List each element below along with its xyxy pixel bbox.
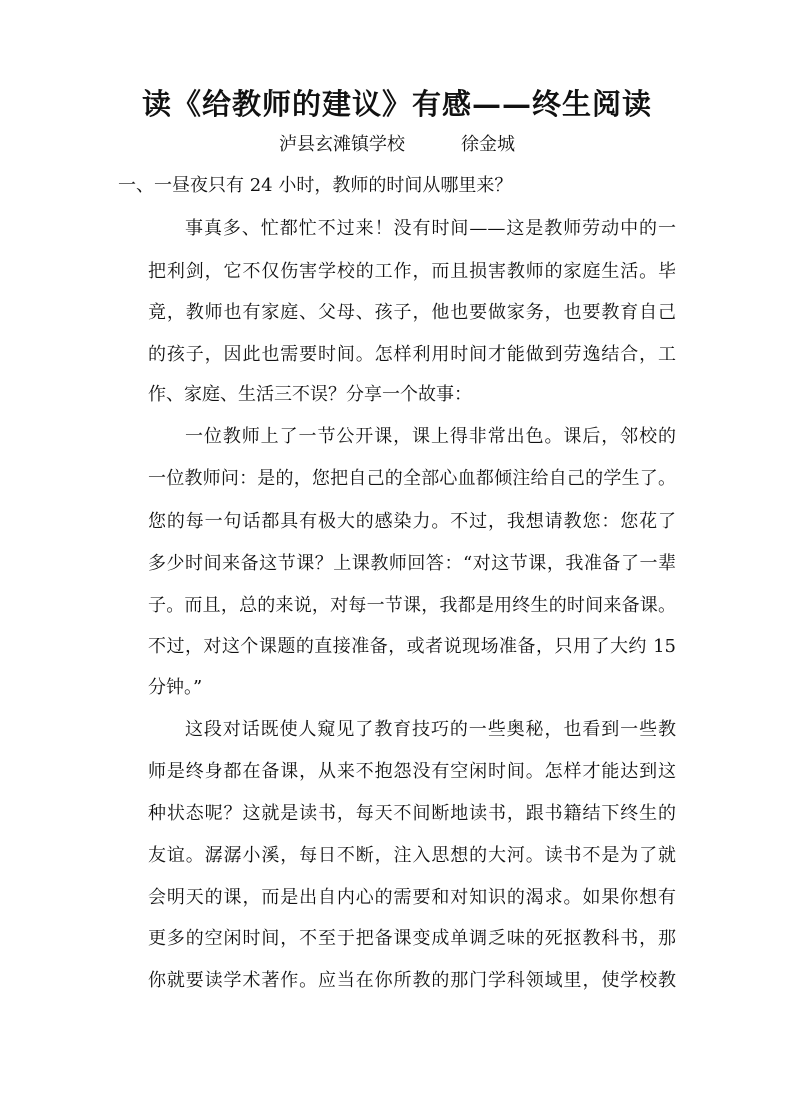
byline xyxy=(0,131,794,159)
paragraph-line: 的孩子，因此也需要时间。怎样利用时间才能做到劳逸结合，工 xyxy=(148,344,676,365)
paragraph-line: 你就要读学术著作。应当在你所教的那门学科领域里，使学校教 xyxy=(148,970,676,991)
paragraph-line: 一位教师问：是的，您把自己的全部心血都倾注给自己的学生了。 xyxy=(148,468,676,489)
paragraph-line: 不过，对这个课题的直接准备，或者说现场准备，只用了大约 15 xyxy=(148,636,676,657)
paragraph-line: 事真多、忙都忙不过来！没有时间——这是教师劳动中的一 xyxy=(185,218,676,239)
paragraph-line: 多少时间来备这节课？上课教师回答：“对这节课，我准备了一辈 xyxy=(148,553,676,574)
document-title: 读《给教师的建议》有感——终生阅读 xyxy=(141,87,652,121)
paragraph-line: 竟，教师也有家庭、父母、孩子，他也要做家务，也要教育自己 xyxy=(148,302,676,323)
paragraph-line: 这段对话既使人窥见了教育技巧的一些奥秘，也看到一些教 xyxy=(185,719,676,740)
paragraph-line: 一位教师上了一节公开课，课上得非常出色。课后，邻校的 xyxy=(185,426,676,447)
author-name: 徐金城 xyxy=(461,134,515,155)
paragraph-line: 会明天的课，而是出自内心的需要和对知识的渴求。如果你想有 xyxy=(148,887,676,908)
paragraph-line: 子。而且，总的来说，对每一节课，我都是用终生的时间来备课。 xyxy=(148,595,676,616)
paragraph-line: 作、家庭、生活三不误？分享一个故事： xyxy=(148,384,472,405)
paragraph-line: 种状态呢？这就是读书，每天不间断地读书，跟书籍结下终生的 xyxy=(148,803,676,824)
school-name: 泸县玄滩镇学校 xyxy=(279,134,405,155)
paragraph-line: 更多的空闲时间，不至于把备课变成单调乏味的死抠教科书，那 xyxy=(148,928,676,949)
section-heading: 一、一昼夜只有 24 小时，教师的时间从哪里来？ xyxy=(118,175,513,196)
paragraph-line: 分钟。” xyxy=(148,677,203,698)
paragraph-line: 您的每一句话都具有极大的感染力。不过，我想请教您：您花了 xyxy=(148,511,676,532)
paragraph-line: 把利剑，它不仅伤害学校的工作，而且损害教师的家庭生活。毕 xyxy=(148,261,676,282)
paragraph-line: 师是终身都在备课，从来不抱怨没有空闲时间。怎样才能达到这 xyxy=(148,761,676,782)
paragraph-line: 友谊。潺潺小溪，每日不断，注入思想的大河。读书不是为了就 xyxy=(148,845,676,866)
